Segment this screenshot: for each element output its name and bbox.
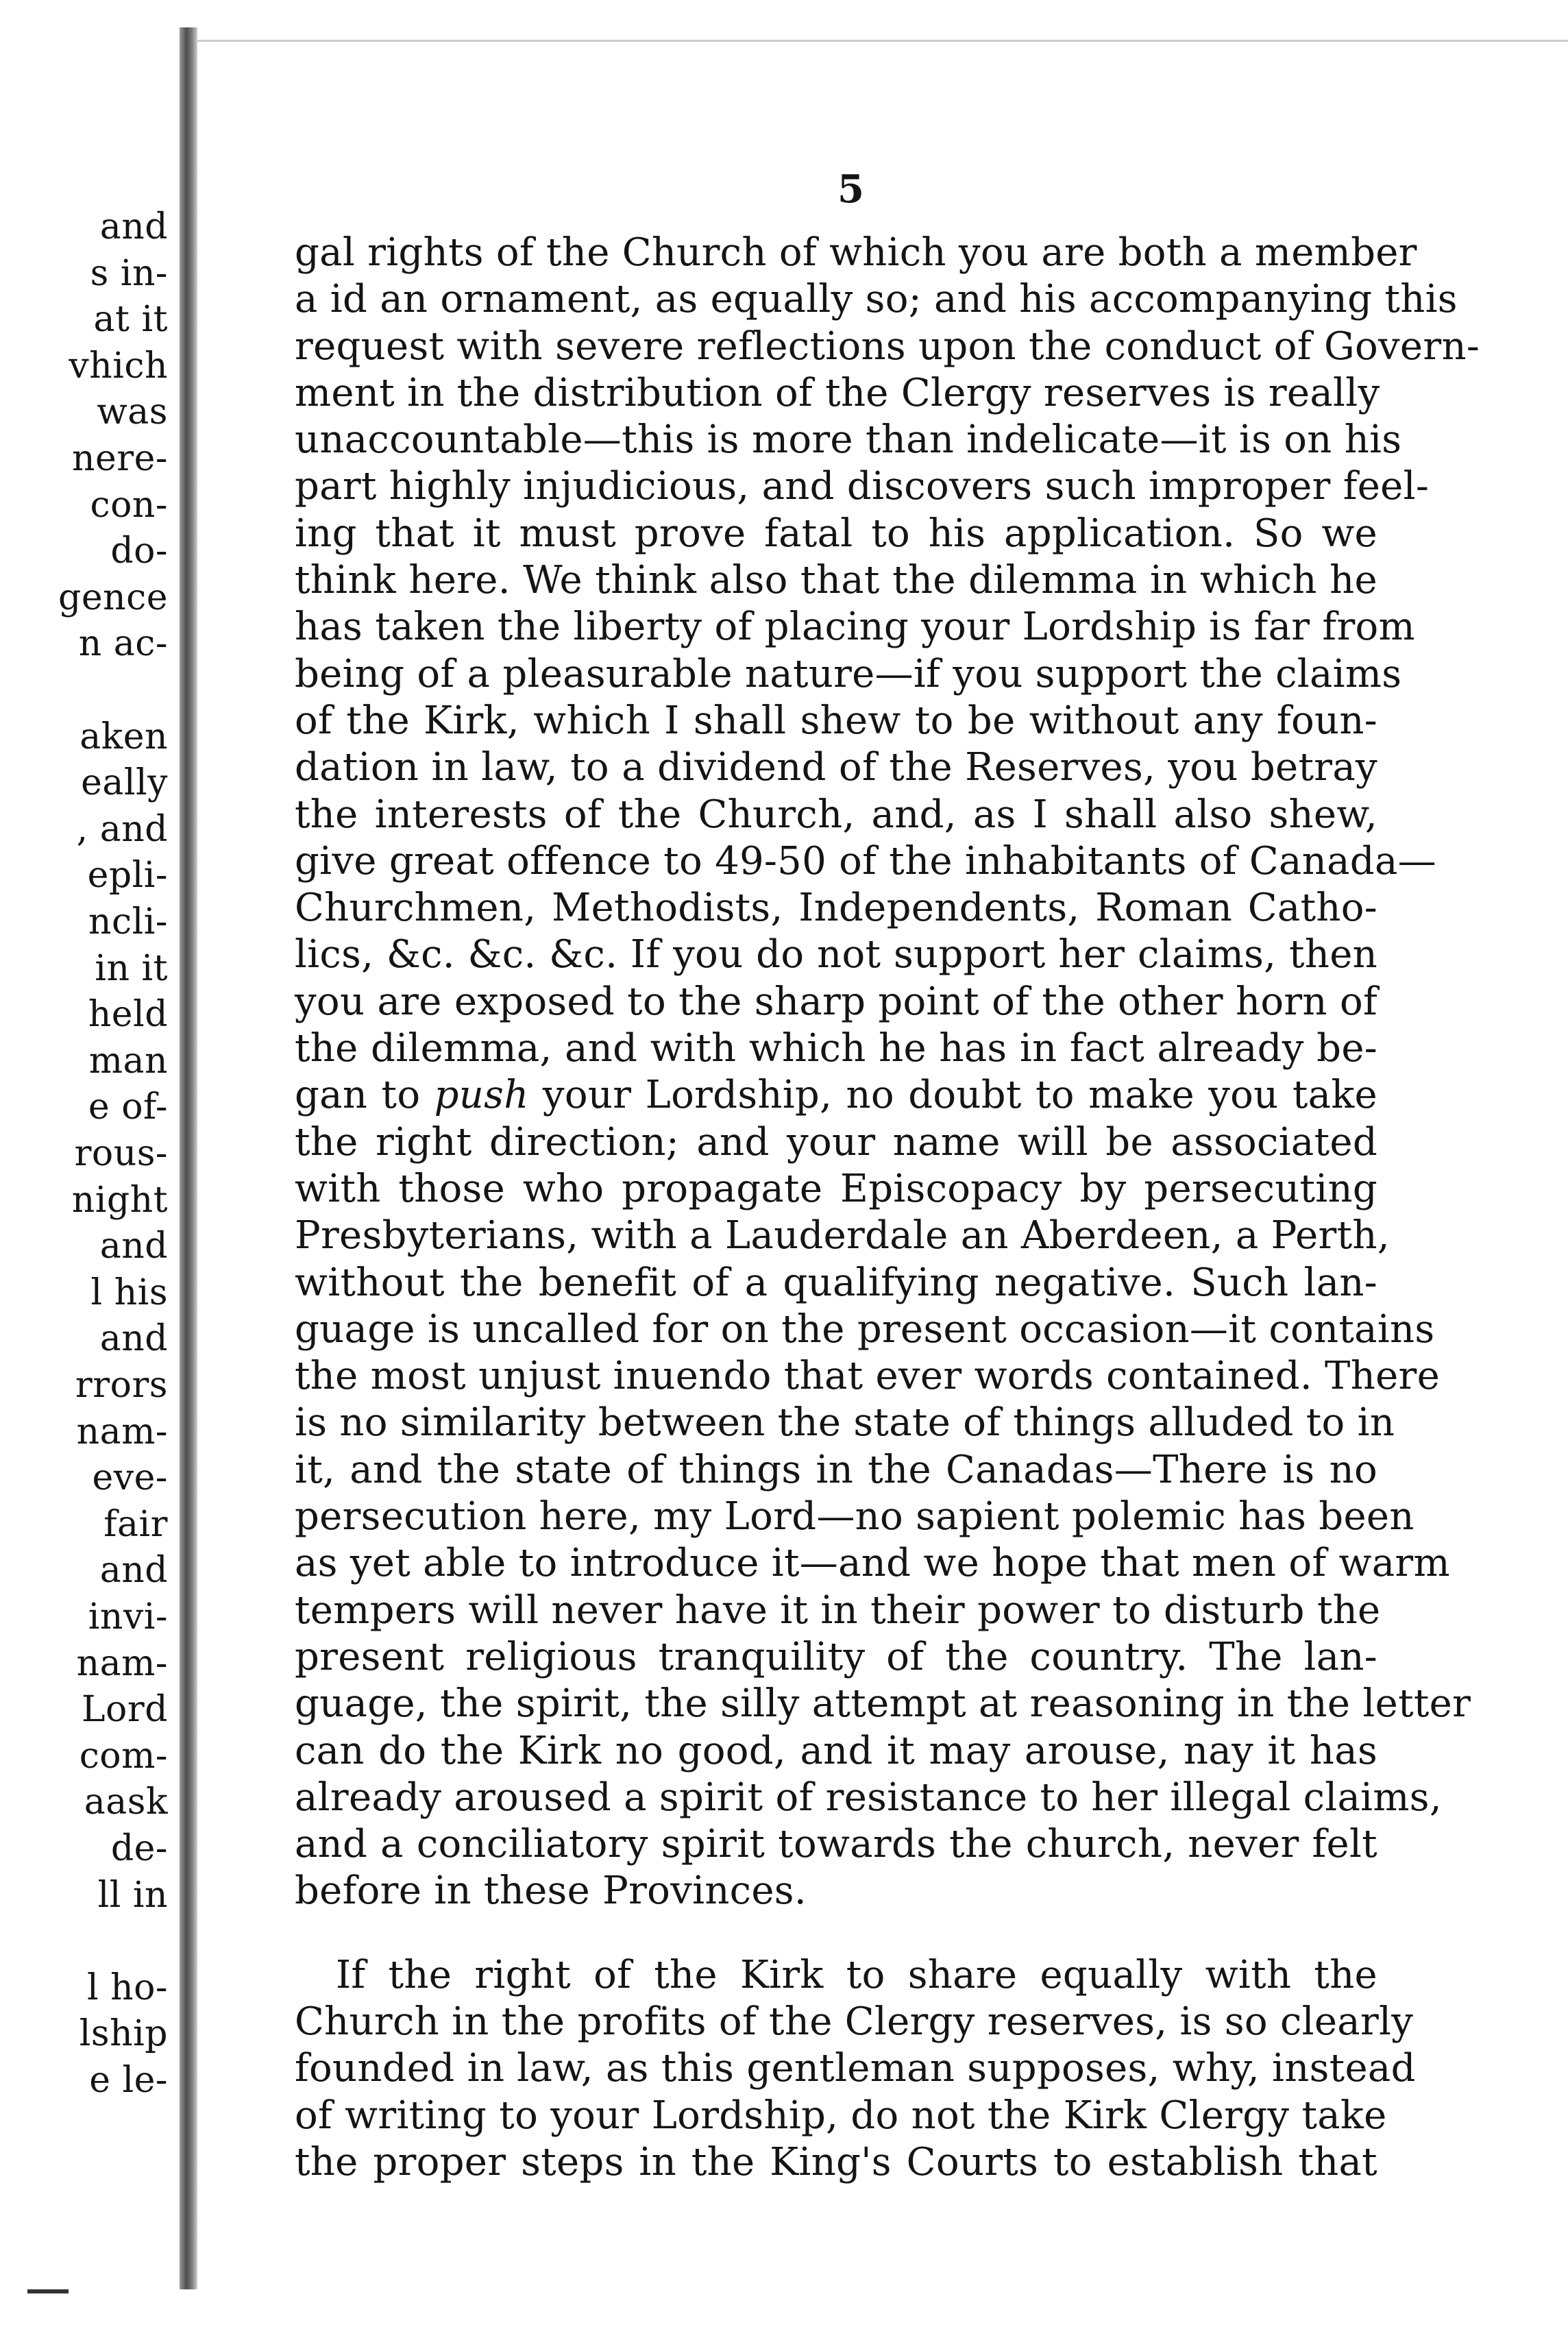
left-fragment-line: held [88,994,168,1036]
text-line: without the benefit of a qualifying negative. Such lan- [295,1260,1377,1305]
text-line: can do the Kirk no good, and it may arouse, nay it has [295,1728,1377,1773]
left-fragment-line: Lord [82,1689,168,1731]
text-line: the interests of the Church, and, as I shall also shew, [295,792,1377,837]
left-fragment-line: do- [110,531,168,572]
left-fragment-line: e of- [88,1086,168,1128]
left-fragment-line: gence [58,576,168,618]
text-line: of the Kirk, which I shall shew to be without any foun- [295,698,1377,743]
text-line: unaccountable—this is more than indelicate—it is on his [295,417,1402,463]
left-fragment-line: and [99,1550,168,1592]
left-fragment-line: epli- [87,855,168,897]
left-fragment-line: nam- [76,1642,168,1684]
text-line: ing that it must prove fatal to his application. So we [295,511,1377,556]
text-line: lics, &c. &c. &c. If you do not support her claims, then [295,932,1377,977]
left-fragment-line: at it [93,299,168,341]
left-fragment-line: rous- [74,1133,168,1174]
text-line: with those who propagate Episcopacy by persecuting [295,1166,1377,1211]
text-line: already aroused a spirit of resistance to her illegal claims, [295,1775,1442,1820]
text-line: If the right of the Kirk to share equally with the [336,1952,1377,1997]
left-fragment-line: de- [110,1828,168,1869]
left-fragment-line: man [88,1040,168,1082]
left-fragment-line: was [97,391,168,433]
left-fragment-line: and [99,1226,168,1267]
text-line: is no similarity between the state of things alluded to in [295,1400,1395,1446]
left-fragment-line: s in- [90,252,168,294]
text-line: guage, the spirit, the silly attempt at reasoning in the letter [295,1681,1471,1727]
text-line: dation in law, to a dividend of the Reserves, you betray [295,745,1377,790]
text-line: founded in law, as this gentleman supposes, why, instead [295,2046,1416,2091]
text-line: the dilemma, and with which he has in fact already be- [295,1026,1377,1071]
paragraph-gap [295,1915,1377,1952]
text-line: guage is uncalled for on the present occasion—it contains [295,1306,1435,1352]
left-fragment-line: nere- [72,438,168,479]
page-top-edge [197,40,1568,42]
left-fragment-line: con- [90,484,168,526]
left-fragment-line: ll in [97,1874,168,1916]
text-line: think here. We think also that the dilemma in which he [295,558,1377,603]
left-page-fragment [0,209,168,2197]
body-text [295,230,1480,2186]
left-fragment-line: aken [79,716,168,757]
text-line: ment in the distribution of the Clergy reserves is really [295,370,1380,415]
text-line: as yet able to introduce it—and we hope that men of warm [295,1541,1450,1586]
left-fragment-line: night [71,1179,168,1221]
text-line: and a conciliatory spirit towards the church, never felt [295,1822,1377,1867]
left-fragment-line: fair [103,1503,168,1545]
text-line: persecution here, my Lord—no sapient polemic has been [295,1494,1414,1539]
left-fragment-line: n ac- [78,623,168,665]
text-line: the right direction; and your name will be associated [295,1119,1377,1165]
left-fragment-line: rrors [75,1365,168,1406]
text-line: Church in the profits of the Clergy reserves, is so clearly [295,1999,1414,2044]
text-line: part highly injudicious, and discovers such improper feel- [295,464,1430,509]
text-line: the most unjust inuendo that ever words contained. There [295,1354,1441,1399]
left-fragment-line: vhich [69,345,168,387]
text-line: you are exposed to the sharp point of the other horn of [295,979,1377,1024]
text-line: has taken the liberty of placing your Lordship is far from [295,605,1415,650]
left-fragment-line: l his [90,1271,168,1313]
left-fragment-line: and [99,209,168,247]
text-line: a id an ornament, as equally so; and his accompanying this [295,277,1458,322]
text-line: before in these Provinces. [295,1868,807,1914]
left-fragment-line: invi- [88,1596,168,1638]
left-fragment-line: , and [76,808,168,850]
text-line: present religious tranquility of the country. The lan- [295,1634,1377,1679]
text-line: gan to push your Lordship, no doubt to make you take [295,1073,1377,1118]
left-fragment-line: l ho- [86,1967,168,2008]
text-line: request with severe reflections upon the conduct of Govern- [295,324,1480,369]
text-line: Presbyterians, with a Lauderdale an Aberdeen, a Perth, [295,1213,1390,1258]
text-line: of writing to your Lordship, do not the Kirk Clergy take [295,2093,1387,2138]
left-fragment-line: aask [84,1781,168,1823]
text-line: tempers will never have it in their power to disturb the [295,1587,1381,1633]
left-fragment-line: eve- [92,1457,168,1499]
left-fragment-line: nam- [76,1411,168,1452]
left-fragment-line: in it [95,947,168,989]
page-gutter [180,27,197,2289]
scan-mark [27,2289,69,2293]
text-line: Churchmen, Methodists, Independents, Roman Catho- [295,886,1377,931]
left-fragment-line: lship [79,2013,168,2055]
page-number: 5 [837,167,864,212]
emphasis: push [434,1073,529,1118]
text-line: it, and the state of things in the Canadas—There is no [295,1447,1377,1492]
left-fragment-line: e le- [89,2060,168,2101]
text-line: being of a pleasurable nature—if you support the claims [295,651,1402,696]
text-line: the proper steps in the King's Courts to establish that [295,2139,1377,2184]
left-fragment-line: com- [79,1735,168,1777]
left-fragment-line: and [99,1318,168,1360]
left-fragment-line: ncli- [88,901,168,942]
left-fragment-line: eally [81,762,168,804]
text-line: give great offence to 49-50 of the inhabitants of Canada— [295,838,1436,884]
text-line: gal rights of the Church of which you are both a member [295,230,1417,275]
